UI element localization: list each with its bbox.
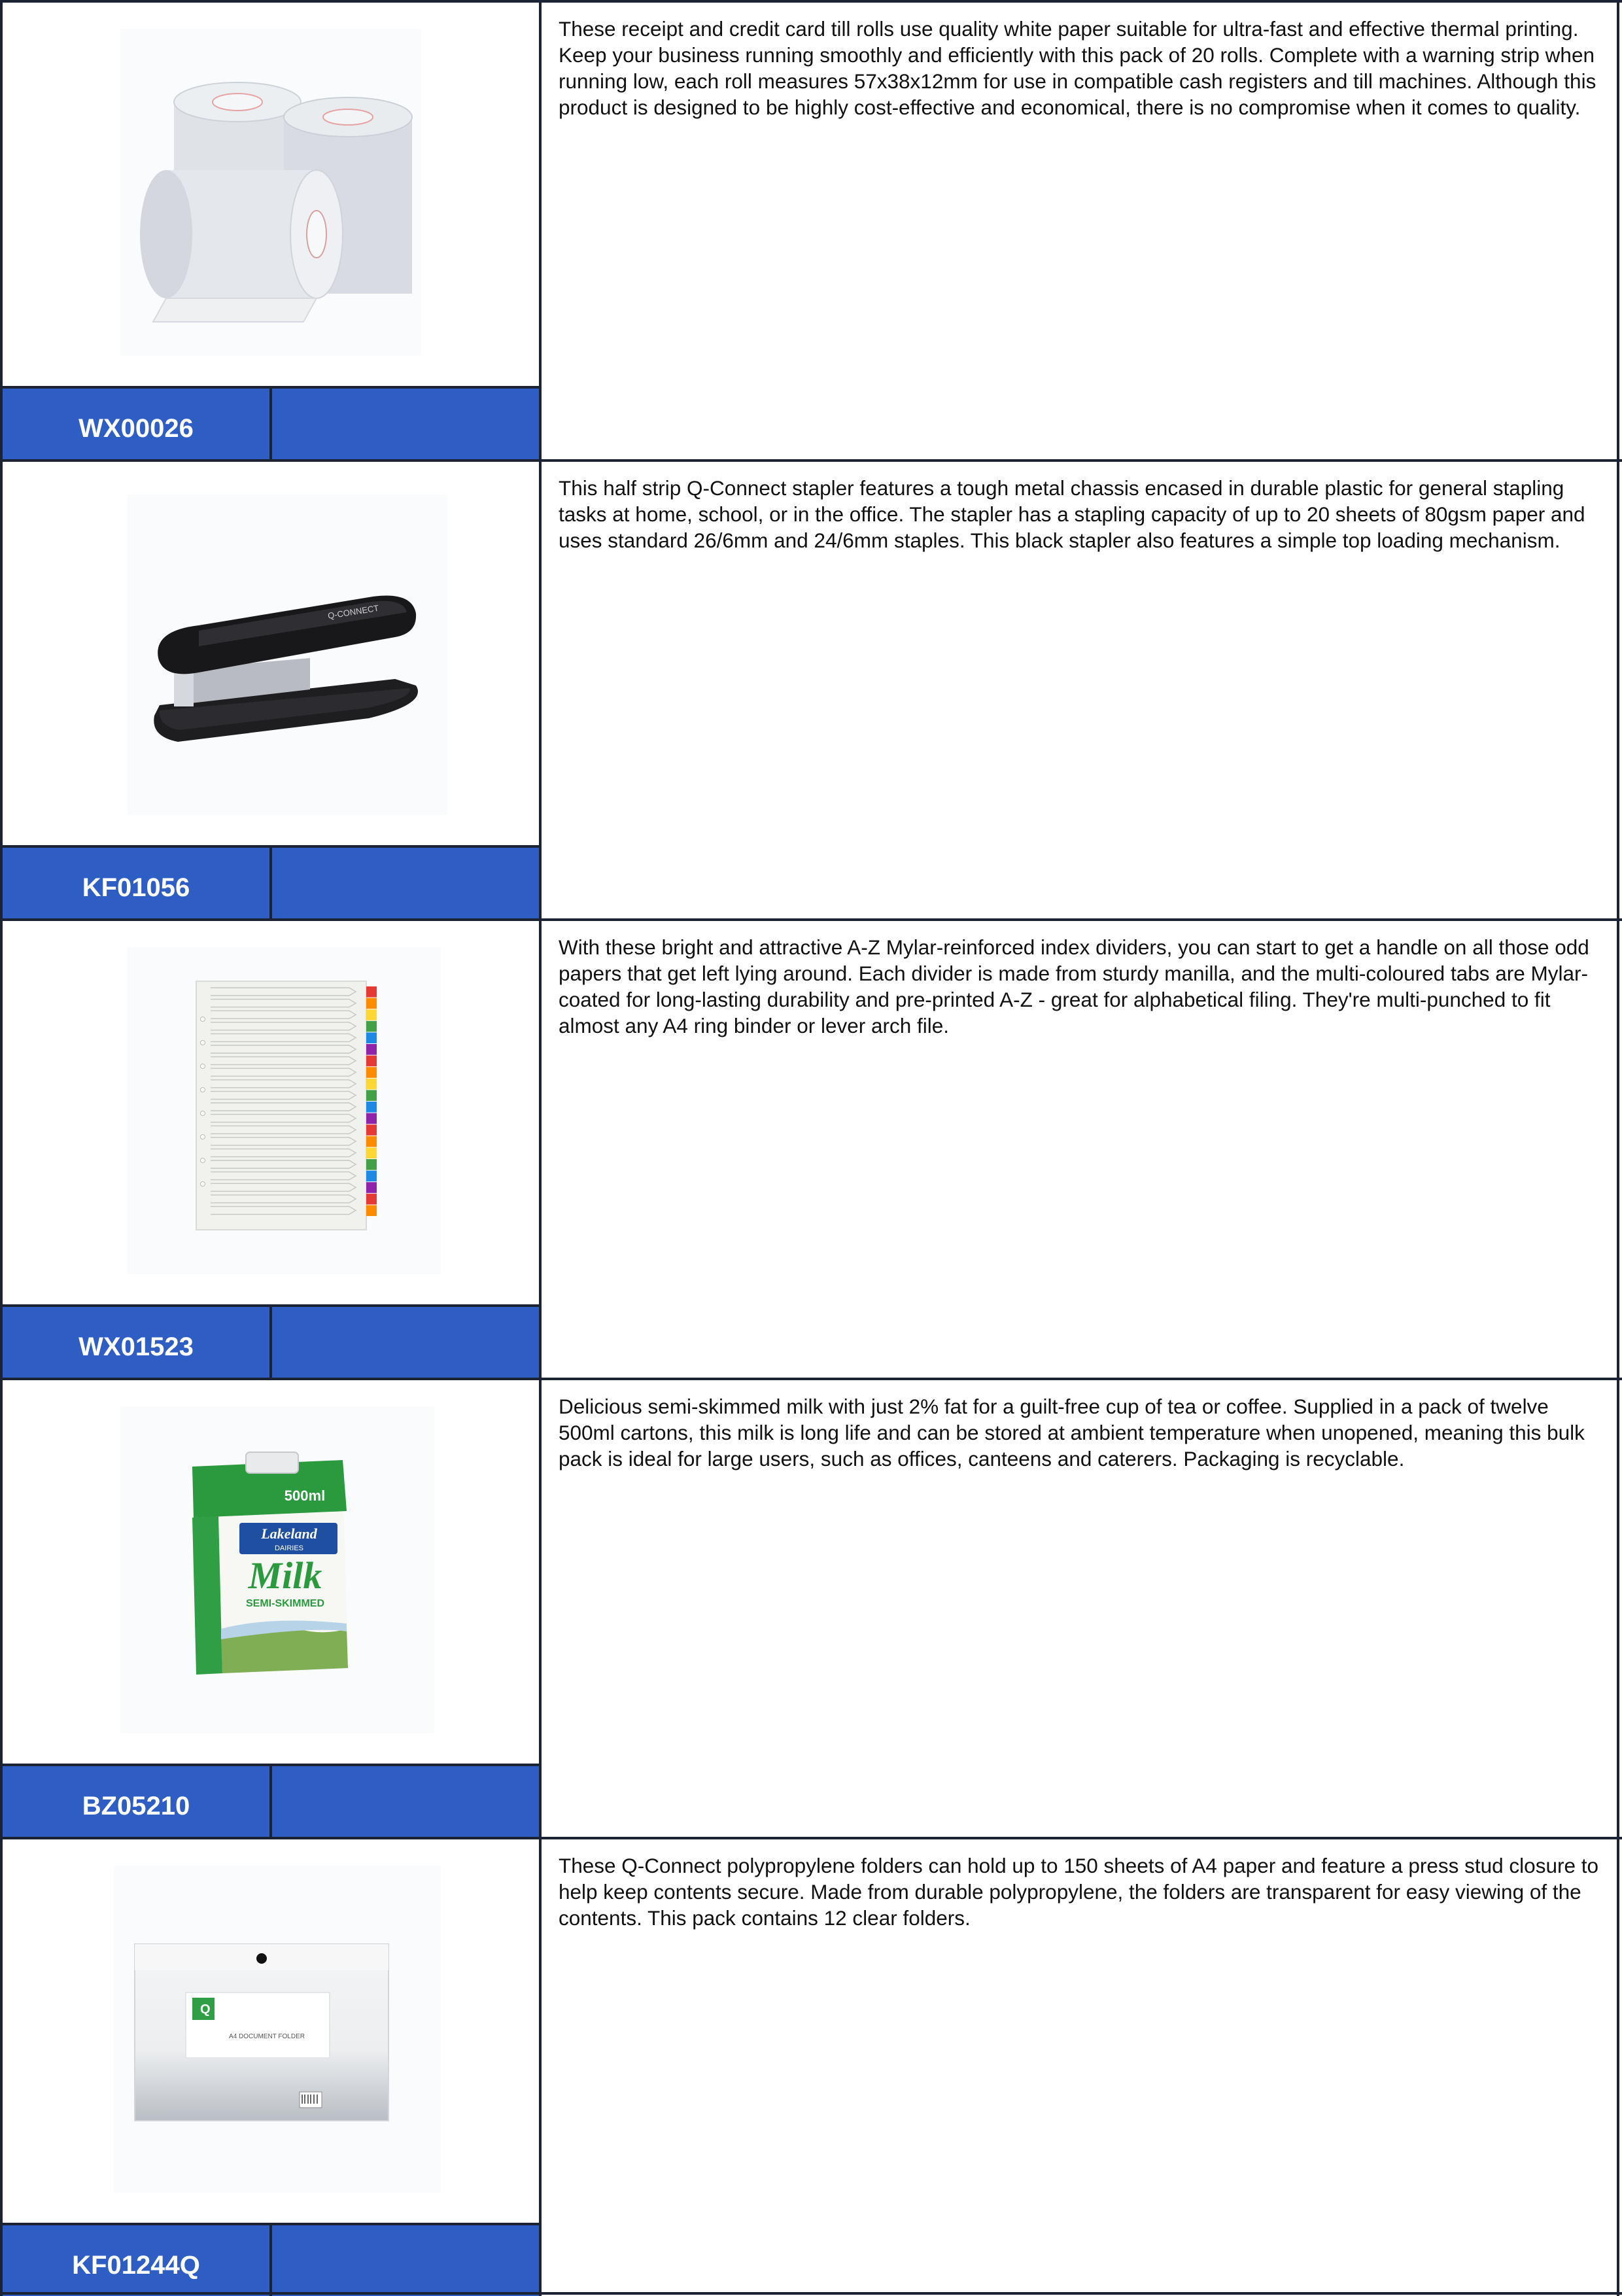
till-rolls-image: [3, 3, 539, 386]
empty-code-cell: [272, 848, 539, 918]
carton-product: Milk: [248, 1554, 322, 1597]
product-left-panel: [0, 1378, 542, 1837]
divider-tab: [366, 1182, 377, 1193]
bottom-rule: [0, 2292, 1622, 2295]
product-row: [0, 459, 1622, 918]
punch-hole: [201, 1135, 205, 1139]
divider-tab: [366, 1102, 377, 1113]
till-rolls-icon: [3, 3, 539, 386]
product-code: KF01244Q: [3, 2225, 272, 2296]
index-dividers-icon: [3, 921, 539, 1304]
divider-tab: [366, 1205, 377, 1216]
product-row: [0, 0, 1622, 459]
product-code: KF01056: [3, 848, 272, 918]
product-left-panel: [0, 918, 542, 1378]
product-code-bar: [3, 1304, 539, 1378]
product-description: These Q-Connect polypropylene folders can hold up to 150 sheets of A4 paper and feature a press stud closure to help keep contents secure. Made from durable polypropylene, the folders are transparent for easy viewing of the contents. This pack contains 12 clear folders.: [542, 1839, 1619, 2296]
punch-hole: [201, 1182, 205, 1187]
product-left-panel: [0, 1837, 542, 2296]
document-folder-icon: [3, 1839, 539, 2223]
stapler-icon: [3, 462, 539, 845]
milk-carton-icon: [3, 1380, 539, 1764]
punch-hole: [201, 1064, 205, 1069]
divider-tab: [366, 1032, 377, 1043]
stapler-image: [3, 462, 539, 845]
punch-hole: [201, 1158, 205, 1163]
divider-tab: [366, 1136, 377, 1147]
product-left-panel: [0, 459, 542, 918]
empty-code-cell: [272, 389, 539, 459]
index-dividers-image: [3, 921, 539, 1304]
divider-tab: [366, 1056, 377, 1067]
product-left-panel: [0, 0, 542, 459]
divider-tab: [366, 1124, 377, 1136]
carton-volume: 500ml: [284, 1487, 326, 1504]
divider-tab: [366, 1159, 377, 1170]
divider-tab: [366, 1079, 377, 1090]
divider-tab: [366, 1009, 377, 1020]
product-description: This half strip Q-Connect stapler features a tough metal chassis encased in durable plastic for general stapling tasks at home, school, or in the office. The stapler has a stapling capacity of up to 20 sheets of 80gsm paper and uses standard 26/6mm and 24/6mm staples. This black stapler also features a simple top loading mechanism.: [542, 462, 1619, 918]
divider-tab: [366, 986, 377, 998]
product-code-bar: [3, 845, 539, 918]
product-row: [0, 918, 1622, 1378]
product-code-bar: [3, 2223, 539, 2296]
folder-label: A4 DOCUMENT FOLDER: [229, 2033, 305, 2040]
divider-tab: [366, 1067, 377, 1078]
punch-hole: [201, 1111, 205, 1116]
milk-carton-image: [3, 1380, 539, 1764]
punch-hole: [201, 1088, 205, 1092]
punch-hole: [201, 1017, 205, 1022]
product-description: Delicious semi-skimmed milk with just 2% fat for a guilt-free cup of tea or coffee. Supplied in a pack of twelve 500ml cartons, this milk is long life and can be stored at ambient temperature when unopened, meaning this bulk pack is ideal for large users, such as offices, canteens and caterers. Packaging is recyclable.: [542, 1380, 1619, 1837]
divider-tab: [366, 998, 377, 1009]
divider-tab: [366, 1090, 377, 1101]
carton-sub: DAIRIES: [274, 1544, 304, 1552]
product-description: With these bright and attractive A-Z Mylar-reinforced index dividers, you can start to get a handle on all those odd papers that get left lying around. Each divider is made from sturdy manilla, and the multi-coloured tabs are Mylar-coated for long-lasting durability and pre-printed A-Z - great for alphabetical filing. They're multi-punched to fit almost any A4 ring binder or lever arch file.: [542, 921, 1619, 1378]
document-folder-image: [3, 1839, 539, 2223]
divider-tab: [366, 1147, 377, 1158]
carton-variant: SEMI-SKIMMED: [246, 1598, 324, 1609]
product-code: WX00026: [3, 389, 272, 459]
product-code-bar: [3, 1764, 539, 1837]
product-code: WX01523: [3, 1307, 272, 1378]
product-code-bar: [3, 386, 539, 459]
empty-code-cell: [272, 2225, 539, 2296]
product-code: BZ05210: [3, 1766, 272, 1837]
punch-hole: [201, 1041, 205, 1045]
divider-tab: [366, 1021, 377, 1032]
q-logo-icon: Q: [200, 2002, 211, 2017]
divider-tab: [366, 1113, 377, 1124]
empty-code-cell: [272, 1766, 539, 1837]
divider-tab: [366, 1044, 377, 1055]
empty-code-cell: [272, 1307, 539, 1378]
product-row: [0, 1378, 1622, 1837]
carton-brand: Lakeland: [261, 1525, 317, 1542]
stapler-brand-mark: Q-CONNECT: [327, 602, 380, 621]
divider-tab: [366, 1171, 377, 1182]
product-description: These receipt and credit card till rolls use quality white paper suitable for ultra-fast and effective thermal printing. Keep your business running smoothly and efficiently with this pack of 20 rolls. Complete with a warning strip when running low, each roll measures 57x38x12mm for use in compatible cash registers and till machines. Although this product is designed to be highly cost-effective and economical, there is no compromise when it comes to quality.: [542, 3, 1619, 459]
divider-tab: [366, 1194, 377, 1205]
product-row: [0, 1837, 1622, 2296]
